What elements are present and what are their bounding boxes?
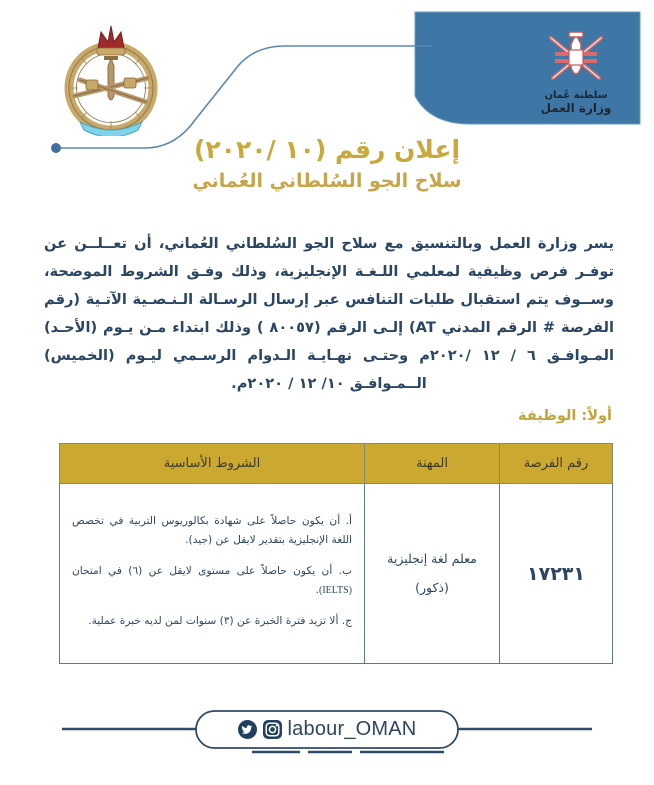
column-header-profession: المهنة — [365, 444, 500, 484]
condition-item-b: ب. أن يكون حاصلاً على مستوى لايقل عن (٦) في امتحان (IELTS). — [72, 565, 352, 596]
condition-item-c: ج. ألا تزيد فترة الخبرة عن (٣) سنوات لمن لديه خبرة عملية. — [88, 615, 352, 628]
title-block — [0, 134, 654, 194]
cell-opportunity-number: ١٧٢٣١ — [500, 484, 613, 664]
cell-profession — [365, 484, 500, 664]
jobs-table — [59, 443, 613, 664]
condition-item-a: أ. أن يكون حاصلاً على شهادة بكالوريوس التربية في تخصص اللغة الإنجليزية بتقدير لايقل عن (جيد). — [72, 515, 352, 546]
section-heading-job: أولاً: الوظيفة — [518, 408, 612, 424]
profession-gender-label: (ذكور) — [415, 579, 449, 595]
cell-conditions — [60, 484, 365, 664]
profession-label: معلم لغة إنجليزية — [387, 550, 477, 566]
table-row — [60, 484, 613, 664]
ministry-wordmark — [520, 28, 632, 114]
oman-national-emblem-icon — [543, 28, 609, 88]
ministry-name-label: وزارة العمل — [540, 101, 612, 115]
table-header-row — [60, 444, 613, 484]
announcement-body-paragraph: يسر وزارة العمل وبالتنسيق مع سلاح الجو السُلطاني العُماني، أن تعــلــن عن توفـر فرص وظيفية لمعلمي اللـغـة الإنجليزية، وذلك وفـق الشروط الموضحة، وســوف يتم استقبال طلبات التنافس عبر إرسال الرسـالة الـنـصـية الآتـية (رقم الفرصة # الرقم المدني AT) إلـى الرقم (٨٠٠٥٧ ) وذلك ابتداء مـن يـوم (الأحـد) المـوافـق ٦ / ١٢ /٢٠٢٠م وحتـى نهـايـة الـدوام الرسـمي ليـوم (الخميس) الــمـوافـق ١٠/ ١٢ / ٢٠٢٠م. — [44, 235, 614, 393]
document-footer — [0, 705, 654, 765]
ministry-country-label: سلطنة عُمان — [544, 90, 608, 101]
social-handle-label: labour_OMAN — [287, 717, 417, 740]
page-subtitle: سلاح الجو السُلطاني العُماني — [192, 170, 462, 193]
footer-decoration — [0, 705, 654, 765]
column-header-opportunity-number: رقم الفرصة — [500, 444, 613, 484]
column-header-conditions: الشروط الأساسية — [60, 444, 365, 484]
royal-air-force-of-oman-badge-icon — [58, 18, 164, 136]
document-header — [0, 0, 654, 205]
page-title: إعلان رقم (١٠ /٢٠٢٠) — [193, 135, 461, 164]
